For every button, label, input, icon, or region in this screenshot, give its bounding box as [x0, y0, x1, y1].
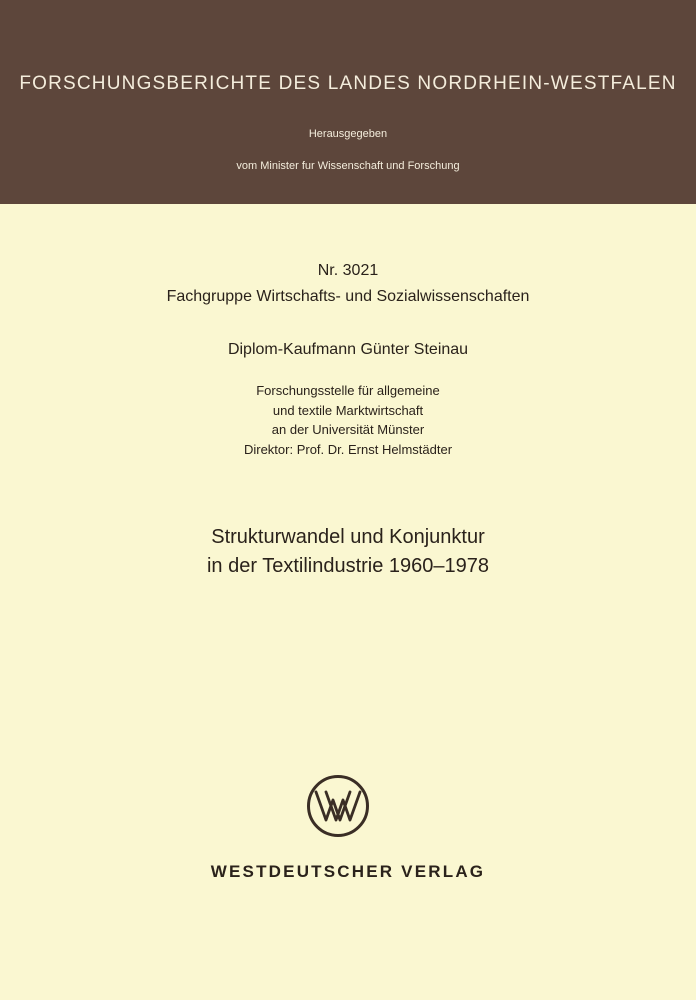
affiliation-line: und textile Marktwirtschaft [272, 402, 424, 418]
editor-line: vom Minister fur Wissenschaft und Forschung [236, 160, 460, 172]
publisher-logo-svg [306, 774, 370, 838]
affiliation-line: Forschungsstelle für allgemeine [256, 383, 440, 398]
book-title-line: Strukturwandel und Konjunktur [211, 526, 485, 548]
author-affiliation [0, 381, 696, 459]
series-title: FORSCHUNGSBERICHTE DES LANDES NORDRHEIN-WESTFALEN [19, 73, 677, 94]
publisher-name: WESTDEUTSCHER VERLAG [210, 862, 486, 881]
series-number: Nr. 3021 [317, 262, 379, 279]
affiliation-line: an der Universität Münster [271, 422, 425, 437]
author-name: Diplom-Kaufmann Günter Steinau [227, 341, 469, 358]
affiliation-line: Direktor: Prof. Dr. Ernst Helmstädter [243, 441, 453, 457]
book-title-line: in der Textilindustrie 1960–1978 [206, 555, 490, 577]
subject-group: Fachgruppe Wirtschafts- und Sozialwissenschaften [166, 288, 530, 305]
book-title [0, 523, 696, 581]
editor-label: Herausgegeben [308, 128, 388, 140]
ww-monogram-circle-icon [306, 774, 370, 838]
header-band [0, 0, 696, 204]
